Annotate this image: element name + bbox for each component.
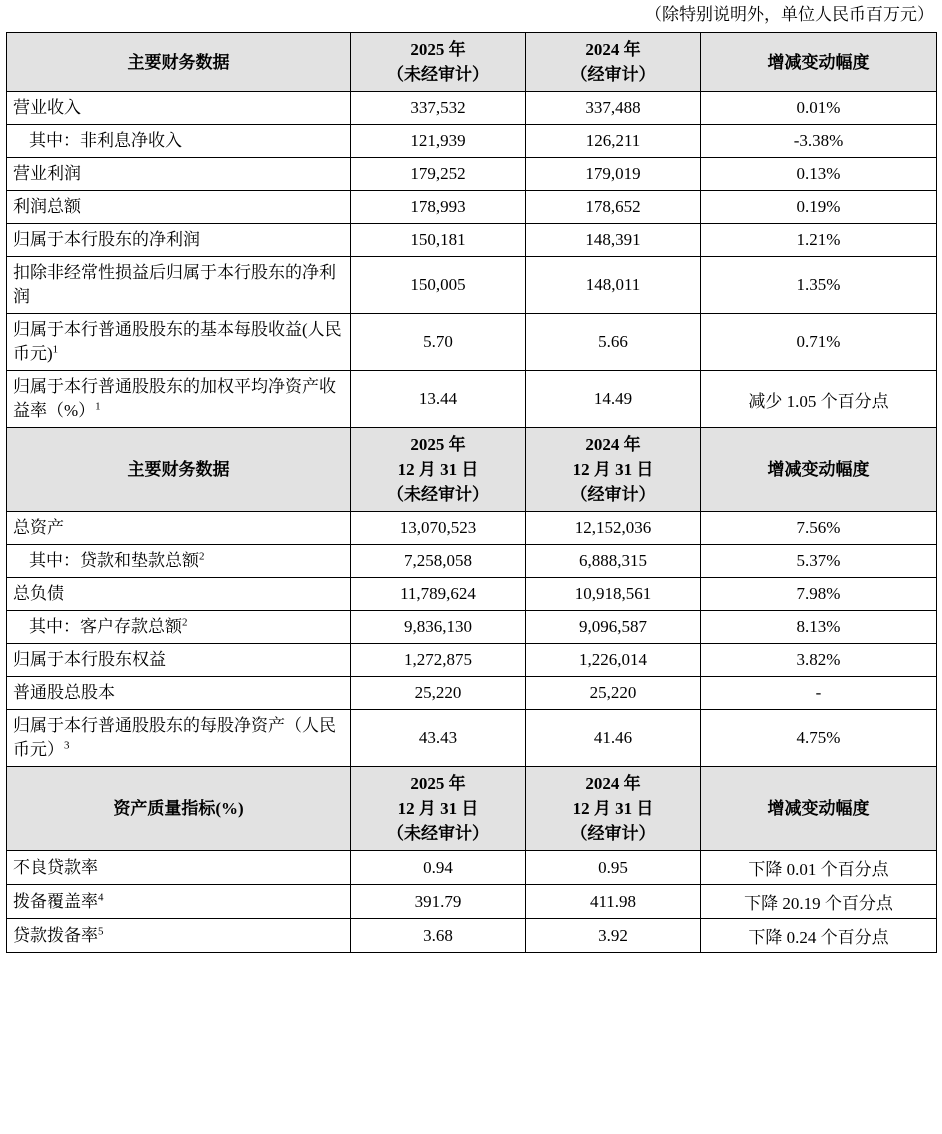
row-value-2024: 148,391 <box>526 224 701 257</box>
table-row <box>7 885 937 919</box>
row-value-2025: 391.79 <box>351 885 526 919</box>
row-change: 5.37% <box>701 545 937 578</box>
row-label: 归属于本行股东的净利润 <box>7 224 351 257</box>
table-header-row-1 <box>7 33 937 92</box>
row-value-2025: 9,836,130 <box>351 611 526 644</box>
header-change-3: 增减变动幅度 <box>701 767 937 851</box>
row-label-footnote: 2 <box>182 616 188 629</box>
row-value-2024: 1,226,014 <box>526 644 701 677</box>
table-row <box>7 257 937 314</box>
row-value-2024: 41.46 <box>526 710 701 767</box>
header-year2-line2: 12 月 31 日 <box>572 460 654 479</box>
row-change: 7.56% <box>701 512 937 545</box>
row-value-2025: 13.44 <box>351 371 526 428</box>
table-header-row-2 <box>7 428 937 512</box>
row-label: 总负债 <box>7 578 351 611</box>
row-change: 0.01% <box>701 92 937 125</box>
row-value-2024: 14.49 <box>526 371 701 428</box>
row-label-text: 归属于本行普通股股东的加权平均净资产收益率（%） <box>13 377 336 420</box>
table-row <box>7 644 937 677</box>
row-value-2024: 5.66 <box>526 314 701 371</box>
header-label-2: 主要财务数据 <box>7 428 351 512</box>
header-year1-line1: 2025 年 <box>410 435 466 454</box>
row-label-text: 拨备覆盖率 <box>13 891 98 911</box>
table-row <box>7 314 937 371</box>
row-label: 其中：非利息净收入 <box>7 125 351 158</box>
row-change: 3.82% <box>701 644 937 677</box>
table-row <box>7 191 937 224</box>
table-row <box>7 125 937 158</box>
table-row <box>7 92 937 125</box>
header-year2-line1: 2024 年 <box>585 40 641 59</box>
row-value-2024: 337,488 <box>526 92 701 125</box>
row-label <box>7 710 351 767</box>
row-label: 普通股总股本 <box>7 677 351 710</box>
row-label: 营业收入 <box>7 92 351 125</box>
row-change: 0.19% <box>701 191 937 224</box>
header-change-1: 增减变动幅度 <box>701 33 937 92</box>
row-label-text: 贷款拨备率 <box>13 925 98 945</box>
row-label-footnote: 1 <box>95 400 101 413</box>
row-change: 下降 0.01 个百分点 <box>701 851 937 885</box>
units-note: （除特别说明外，单位人民币百万元） <box>645 5 934 24</box>
row-label <box>7 919 351 953</box>
row-value-2024: 411.98 <box>526 885 701 919</box>
header-year1-line2: 12 月 31 日 <box>397 460 479 479</box>
row-label-footnote: 4 <box>98 890 104 903</box>
row-value-2024: 9,096,587 <box>526 611 701 644</box>
row-change: 下降 20.19 个百分点 <box>701 885 937 919</box>
row-label <box>7 611 351 644</box>
table-row <box>7 512 937 545</box>
row-value-2024: 6,888,315 <box>526 545 701 578</box>
row-value-2025: 11,789,624 <box>351 578 526 611</box>
row-label <box>7 314 351 371</box>
header-label-1: 主要财务数据 <box>7 33 351 92</box>
row-change: 8.13% <box>701 611 937 644</box>
row-label-text: 归属于本行普通股股东的每股净资产（人民币元） <box>13 716 336 759</box>
table-row <box>7 919 937 953</box>
row-value-2024: 126,211 <box>526 125 701 158</box>
header-year1-line2: （未经审计） <box>387 65 489 84</box>
row-value-2024: 0.95 <box>526 851 701 885</box>
row-value-2025: 5.70 <box>351 314 526 371</box>
row-label <box>7 545 351 578</box>
row-change: 4.75% <box>701 710 937 767</box>
table-header-row-3 <box>7 767 937 851</box>
header-year1-line3: （未经审计） <box>387 485 489 504</box>
header-year2-line3: （经审计） <box>570 485 656 504</box>
row-value-2025: 13,070,523 <box>351 512 526 545</box>
row-label: 不良贷款率 <box>7 851 351 885</box>
row-value-2025: 43.43 <box>351 710 526 767</box>
row-value-2024: 148,011 <box>526 257 701 314</box>
row-label: 归属于本行股东权益 <box>7 644 351 677</box>
row-value-2024: 12,152,036 <box>526 512 701 545</box>
row-label-footnote: 3 <box>64 739 70 752</box>
header-year1-1 <box>351 33 526 92</box>
row-label <box>7 371 351 428</box>
table-row <box>7 158 937 191</box>
row-label: 总资产 <box>7 512 351 545</box>
header-year2-2 <box>526 428 701 512</box>
table-row <box>7 677 937 710</box>
row-value-2024: 179,019 <box>526 158 701 191</box>
header-change-2: 增减变动幅度 <box>701 428 937 512</box>
row-value-2024: 10,918,561 <box>526 578 701 611</box>
header-year2-line2: 12 月 31 日 <box>572 799 654 818</box>
header-year1-line1: 2025 年 <box>410 40 466 59</box>
row-label: 利润总额 <box>7 191 351 224</box>
row-value-2025: 0.94 <box>351 851 526 885</box>
row-change: 1.21% <box>701 224 937 257</box>
table-row <box>7 578 937 611</box>
row-value-2025: 150,005 <box>351 257 526 314</box>
row-label-footnote: 5 <box>98 924 104 937</box>
row-value-2025: 1,272,875 <box>351 644 526 677</box>
row-value-2025: 337,532 <box>351 92 526 125</box>
header-year2-line3: （经审计） <box>570 824 656 843</box>
row-label-footnote: 2 <box>199 550 205 563</box>
row-change: 减少 1.05 个百分点 <box>701 371 937 428</box>
financial-table <box>6 32 937 953</box>
header-year2-3 <box>526 767 701 851</box>
row-value-2025: 121,939 <box>351 125 526 158</box>
table-row <box>7 851 937 885</box>
header-year2-line1: 2024 年 <box>585 774 641 793</box>
header-year2-line2: （经审计） <box>570 65 656 84</box>
row-label: 营业利润 <box>7 158 351 191</box>
row-label-text: 其中：贷款和垫款总额 <box>29 551 199 570</box>
row-change: 1.35% <box>701 257 937 314</box>
table-row <box>7 545 937 578</box>
header-year2-1 <box>526 33 701 92</box>
table-row <box>7 371 937 428</box>
table-row <box>7 611 937 644</box>
row-change: 0.71% <box>701 314 937 371</box>
row-value-2024: 25,220 <box>526 677 701 710</box>
table-row <box>7 710 937 767</box>
row-value-2025: 25,220 <box>351 677 526 710</box>
header-year1-3 <box>351 767 526 851</box>
row-value-2024: 178,652 <box>526 191 701 224</box>
header-year2-line1: 2024 年 <box>585 435 641 454</box>
row-change: - <box>701 677 937 710</box>
row-label: 扣除非经常性损益后归属于本行股东的净利润 <box>7 257 351 314</box>
row-label-footnote: 1 <box>52 343 59 356</box>
header-year1-line2: 12 月 31 日 <box>397 799 479 818</box>
row-label <box>7 885 351 919</box>
row-change: 0.13% <box>701 158 937 191</box>
header-label-3: 资产质量指标(%) <box>7 767 351 851</box>
header-year1-2 <box>351 428 526 512</box>
row-value-2025: 150,181 <box>351 224 526 257</box>
row-change: 7.98% <box>701 578 937 611</box>
row-value-2025: 3.68 <box>351 919 526 953</box>
row-value-2025: 178,993 <box>351 191 526 224</box>
header-year1-line3: （未经审计） <box>387 824 489 843</box>
row-label-text: 归属于本行普通股股东的基本每股收益(人民币元) <box>13 320 342 363</box>
header-year1-line1: 2025 年 <box>410 774 466 793</box>
table-row <box>7 224 937 257</box>
row-change: -3.38% <box>701 125 937 158</box>
row-value-2025: 179,252 <box>351 158 526 191</box>
row-value-2025: 7,258,058 <box>351 545 526 578</box>
row-label-text: 其中：客户存款总额 <box>29 617 182 636</box>
row-change: 下降 0.24 个百分点 <box>701 919 937 953</box>
row-value-2024: 3.92 <box>526 919 701 953</box>
